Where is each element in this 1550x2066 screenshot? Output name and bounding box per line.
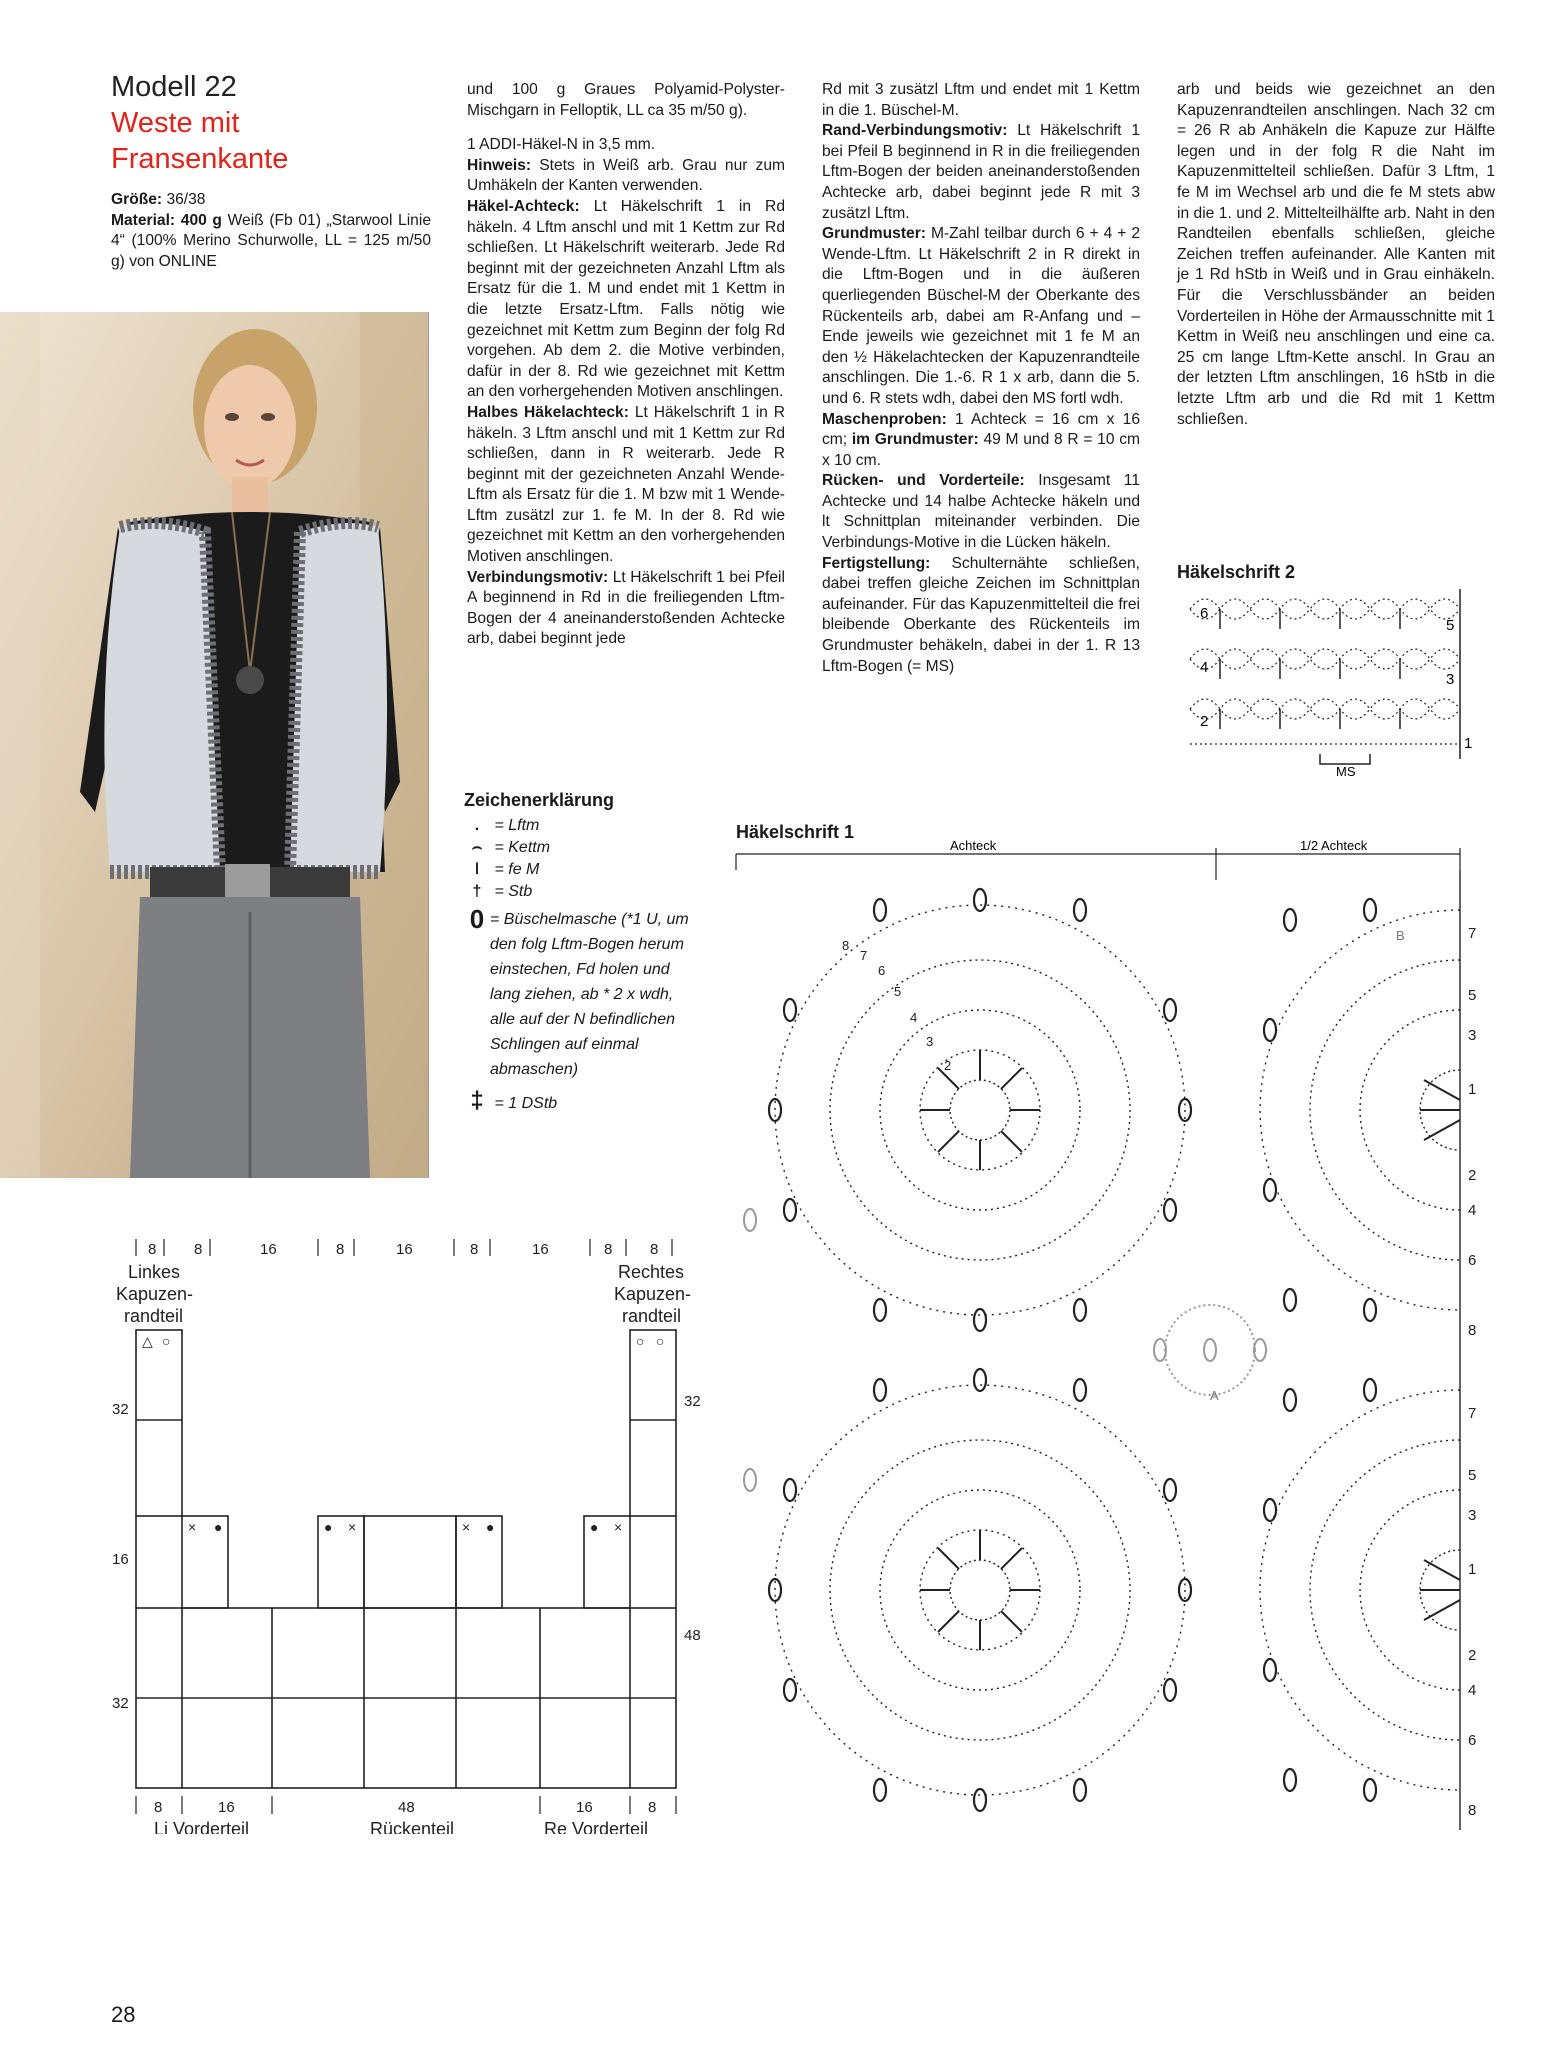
ring-6: 6	[878, 963, 886, 978]
top-dim-4: 8	[336, 1241, 345, 1258]
title-line-2: Fransenkante	[111, 143, 289, 175]
row-right-8a: 8	[1468, 1322, 1477, 1339]
svg-text:●: ●	[590, 1519, 599, 1535]
halbes-achteck-text: Lt Häkelschrift 1 in R häkeln. 3 Lftm anschl und mit 1 Kettm zur Rd schließen, dann in R weiterarb. Jede R beginnt mit der gezeichneten Anzahl Wende-Lftm als Ersatz für die 1. M bzw mit 1 Wende-Lftm zusätzl zur 1. fe M. In der 8. Rd wie gezeichnet mit Kettm an den vorhergehenden Motiven anschlingen.	[467, 403, 785, 566]
svg-text:×: ×	[614, 1519, 623, 1535]
col4-p1: arb und beids wie gezeichnet an den Kapuzenrandteilen anschlingen. Nach 32 cm = 26 R ab Anhäkeln die Kapuze zur Hälfte legen und in der folg R die Naht im Kapuzenmittelteil schließen. Dafür 3 Lftm, 1 fe M im Wechsel arb und die fe M stets abw in die 1. und 2. Mittelteilhälfte arb. Naht in den Randteilen ebenfalls schließen, gleiche Zeichen treffen aufeinander. Alle Kanten mit je 1 Rd hStb in Weiß und in Grau einhäkeln. Für die Verschlussbänder an beiden Vorderteilen in Höhe der Armausschnitte mit 1 Kettm in Weiß neu anschlingen und eine ca. 25 cm lange Lftm-Kette anschl. In Grau an der letzten Lftm anschlingen, 16 hStb in die letzte Lftm arb und die Rd mit 1 Kettm schließen.	[1177, 81, 1495, 428]
chart2-row-4: 4	[1200, 659, 1209, 676]
row-right-1b: 1	[1468, 1561, 1477, 1578]
ring-5: 5	[894, 984, 902, 999]
right-dim-2: 48	[684, 1627, 701, 1644]
schematic-diagram	[100, 1234, 720, 1834]
column-2	[467, 80, 785, 650]
bottom-dim-4: 16	[576, 1799, 593, 1816]
ring-2: 2	[944, 1058, 952, 1073]
ring-4: 4	[910, 1010, 918, 1025]
page-number: 28	[111, 2002, 136, 2027]
row-right-2a: 2	[1468, 1167, 1477, 1184]
grundmuster-text: M-Zahl teilbar durch 6 + 4 + 2 Wende-Lftm. Lt Häkelschrift 2 in R direkt in die Lftm-Bogen und in die äußeren querliegenden Büschel-M der Oberkante des Rückenteils arb, dabei am R-Anfang und –Ende jeweils wie gezeichnet mit 1 fe M an den ½ Häkelachtecken der Kapuzenrandteile anschlingen. Die 1.-6. R 1 x arb, dann die 5. und 6. R stets wdh, dabei den MS fortl wdh.	[822, 225, 1140, 407]
ruecken-text: Insgesamt 11 Achtecke und 14 halbe Achtecke häkeln und lt Schnittplan miteinander verbinden. Die Verbindungs-Motive in die Lücken häkeln.	[822, 472, 1140, 552]
bottom-label-li: Li Vorderteil	[154, 1819, 250, 1834]
legend-item-dstb: ‡ = 1 DStb	[470, 1087, 558, 1114]
column-4	[1177, 80, 1495, 430]
svg-text:×: ×	[348, 1519, 357, 1535]
achteck-label: Häkel-Achteck:	[467, 197, 580, 215]
top-dim-2: 8	[194, 1241, 203, 1258]
chart2-ms-label: MS	[1336, 764, 1356, 779]
bottom-dim-3: 48	[398, 1799, 415, 1816]
row-right-7b: 7	[1468, 1405, 1477, 1422]
maschenproben-text: 1 Achteck = 16 cm x 16 cm;	[822, 410, 1140, 449]
row-right-7a: 7	[1468, 925, 1477, 942]
fertigstellung-label: Fertigstellung:	[822, 554, 931, 572]
bottom-dim-1: 8	[154, 1799, 163, 1816]
chart2-diagram	[1170, 584, 1480, 784]
row-right-2b: 2	[1468, 1647, 1477, 1664]
chart2-row-6: 6	[1200, 605, 1209, 622]
material-text: Weiß (Fb 01) „Starwool Linie 4“ (100% Merino Schurwolle, LL = 125 m/50 g) von ONLINE	[111, 211, 431, 270]
maschenproben-text-2: 49 M und 8 R = 10 cm x 10 cm.	[822, 431, 1141, 469]
row-right-3b: 3	[1468, 1507, 1477, 1524]
arrow-b-label: B	[1396, 928, 1405, 943]
chart1-diagram	[730, 840, 1490, 1850]
col3-p1: Rd mit 3 zusätzl Lftm und endet mit 1 Kettm in die 1. Büschel-M.	[822, 81, 1140, 119]
grundmuster-label: Grundmuster:	[822, 225, 926, 243]
legend-item-stb: † = Stb	[472, 883, 533, 900]
row-right-6a: 6	[1468, 1252, 1477, 1269]
ring-3: 3	[926, 1034, 934, 1049]
svg-text:○: ○	[656, 1333, 665, 1349]
material-label: Material: 400 g	[111, 211, 222, 229]
legend-item-fem: ǀ = fe M	[474, 861, 540, 878]
size-label: Größe:	[111, 191, 163, 208]
svg-text:●: ●	[486, 1519, 495, 1535]
row-right-6b: 6	[1468, 1732, 1477, 1749]
verbindungsmotiv-text: Lt Häkelschrift 1 bei Pfeil A beginnend in Rd in die freiliegenden Lftm-Bogen der 4 aneinanderstoßenden Achtecke arb, dabei beginnt jede	[467, 568, 785, 648]
top-dim-7: 16	[532, 1241, 549, 1258]
right-label-3: randteil	[622, 1306, 682, 1326]
rand-text: Lt Häkelschrift 1 bei Pfeil B beginnend in R in die freiliegenden Lftm-Bogen der beiden aneinanderstoßenden Achtecke arb, dabei beginnt jede R mit 3 zusätzl Lftm.	[822, 122, 1140, 222]
svg-text:●: ●	[214, 1519, 223, 1535]
svg-text:×: ×	[188, 1519, 197, 1535]
row-right-8b: 8	[1468, 1802, 1477, 1819]
right-label-2: Kapuzen-	[614, 1284, 692, 1304]
top-dim-6: 8	[470, 1241, 479, 1258]
size-value: 36/38	[162, 191, 206, 208]
chart2-row-2: 2	[1200, 713, 1209, 730]
chart2-row-5: 5	[1446, 617, 1455, 634]
top-dim-5: 16	[396, 1241, 413, 1258]
col2-p2: 1 ADDI-Häkel-N in 3,5 mm.	[467, 136, 656, 154]
bottom-label-re: Re Vorderteil	[544, 1819, 649, 1834]
top-dim-3: 16	[260, 1241, 277, 1258]
row-right-4b: 4	[1468, 1682, 1477, 1699]
rand-label: Rand-Verbindungsmotiv:	[822, 122, 1008, 140]
left-label-1: Linkes	[128, 1262, 181, 1282]
row-right-3a: 3	[1468, 1027, 1477, 1044]
svg-text:×: ×	[462, 1519, 471, 1535]
chart1-label-achteck: Achteck	[950, 840, 997, 853]
row-right-4a: 4	[1468, 1202, 1477, 1219]
arrow-a-label: A	[1210, 1388, 1219, 1403]
legend	[464, 790, 704, 1115]
bottom-dim-2: 16	[218, 1799, 235, 1816]
top-dim-9: 8	[650, 1241, 659, 1258]
svg-text:○: ○	[162, 1333, 171, 1349]
title-line-1: Weste mit	[111, 107, 240, 139]
fertigstellung-text: Schulternähte schließen, dabei treffen gleiche Zeichen im Schnittplan aufeinander. Für das Kapuzenmittelteil die frei bleibende Oberkante des Rückenteils im Grundmuster behäkeln, dabei in der 1. R 13 Lftm-Bogen (= MS)	[822, 554, 1140, 675]
left-dim-3: 32	[112, 1695, 129, 1712]
bottom-label-ruecken: Rückenteil	[370, 1819, 455, 1834]
col2-p1: und 100 g Graues Polyamid-Polyster-Mischgarn in Felloptik, LL ca 35 m/50 g).	[467, 81, 785, 119]
right-label-1: Rechtes	[618, 1262, 685, 1282]
row-right-5a: 5	[1468, 987, 1477, 1004]
column-1	[111, 190, 431, 272]
chart2-row-3: 3	[1446, 671, 1455, 688]
left-dim-1: 32	[112, 1401, 129, 1418]
ring-8: 8	[842, 938, 850, 953]
right-dim-1: 32	[684, 1393, 701, 1410]
legend-item-lftm: . = Lftm	[474, 817, 540, 834]
hinweis-label: Hinweis:	[467, 156, 532, 174]
top-dim-8: 8	[604, 1241, 613, 1258]
chart1-title: Häkelschrift 1	[736, 822, 855, 842]
svg-text:○: ○	[636, 1333, 645, 1349]
left-label-2: Kapuzen-	[116, 1284, 194, 1304]
row-right-5b: 5	[1468, 1467, 1477, 1484]
halbes-achteck-label: Halbes Häkelachteck:	[467, 403, 629, 421]
grundmuster-label-2: im Grundmuster:	[851, 431, 979, 449]
ring-7: 7	[860, 948, 868, 963]
model-number: Modell 22	[111, 71, 237, 103]
legend-item-kettm: ⌢ = Kettm	[471, 839, 551, 856]
top-dim-1: 8	[148, 1241, 157, 1258]
chart2-title: Häkelschrift 2	[1177, 562, 1296, 582]
row-right-1a: 1	[1468, 1081, 1477, 1098]
left-dim-2: 16	[112, 1551, 129, 1568]
ruecken-label: Rücken- und Vorderteile:	[822, 472, 1025, 490]
svg-text:●: ●	[324, 1519, 333, 1535]
model-photo	[0, 312, 429, 1178]
achteck-text: Lt Häkelschrift 1 in Rd häkeln. 4 Lftm anschl und mit 1 Kettm zur Rd schließen. Lt Häkelschrift weiterarb. Jede Rd beginnt mit der gezeichneten Anzahl Lftm als Ersatz für die 1. M und endet mit 1 Kettm in die letzte Ersatz-Lftm. Falls nötig wie gezeichnet mit Kettm zum Beginn der folg Rd vorgehen. Ab dem 2. die Motive verbinden, dafür in der 8. Rd wie gezeichnet mit Kettm an den vorhergehenden Motiven anschlingen.	[467, 197, 785, 401]
maschenproben-label: Maschenproben:	[822, 410, 947, 428]
bottom-dim-5: 8	[648, 1799, 657, 1816]
column-3	[822, 80, 1140, 677]
svg-text:△: △	[142, 1333, 153, 1349]
photo-illustration	[0, 312, 428, 1178]
chart1-label-half: 1/2 Achteck	[1300, 840, 1368, 853]
left-label-3: randteil	[124, 1306, 184, 1326]
verbindungsmotiv-label: Verbindungsmotiv:	[467, 568, 609, 586]
hinweis-text: Stets in Weiß arb. Grau nur zum Umhäkeln der Kanten verwenden.	[467, 156, 785, 195]
chart2-row-1: 1	[1464, 735, 1473, 752]
legend-title: Zeichenerklärung	[464, 790, 615, 810]
legend-item-bueschel: 0 = Büschelmasche (*1 U, um den folg Lftm-Bogen herum einstechen, Fd holen und lang ziehen, ab * 2 x wdh, alle auf der N befindlichen Schlingen auf einmal abmaschen)	[469, 904, 689, 1078]
